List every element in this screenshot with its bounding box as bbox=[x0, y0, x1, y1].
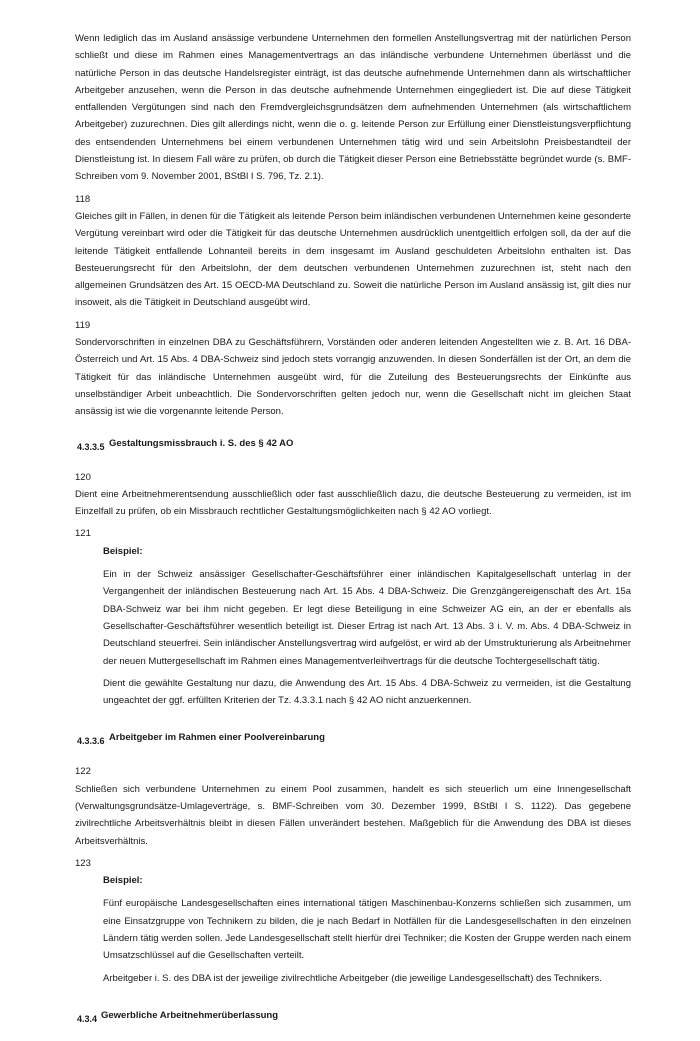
section-heading-434 bbox=[75, 1007, 631, 1027]
example-label: Beispiel: bbox=[103, 875, 143, 887]
section-heading-4335 bbox=[75, 435, 631, 455]
section-number: 4.3.3.5 bbox=[77, 441, 105, 452]
paragraph-120: Dient eine Arbeitnehmerentsendung ausschließlich oder fast ausschließlich dazu, die deutsche Besteuerung zu vermeiden, ist im Einzelfall zu prüfen, ob ein Missbrauch rechtlicher Gestaltungsmöglichkeiten nach § 42 AO vorliegt. bbox=[75, 488, 631, 518]
paragraph-number-123: 123 bbox=[75, 857, 91, 869]
example-text: Ein in der Schweiz ansässiger Gesellschafter-Geschäftsführer einer inländischen Kapitalgesellschaft unterlag in der Vergangenheit der inländischen Besteuerung nach Art. 15 Abs. 4 DBA-Schweiz. Die Grenzgängereigenschaft des Art. 15a DBA-Schweiz war bei ihm nicht gegeben. Er legt diese Beteiligung in eine Schweizer AG ein, an der er ebenfalls als Gesellschafter-Geschäftsführer wesentlich beteiligt ist. Dieser Ertrag ist nach Art. 13 Abs. 3 i. V. m. Abs. 4 DBA-Schweiz in Deutschland steuerfrei. Sein inländischer Anstellungsvertrag wird aufgelöst, er wird ab der Umstrukturierung als Arbeitnehmer der neuen Muttergesellschaft im Rahmen eines Managementverleihvertrags für die deutsche Tochtergesellschaft tätig. bbox=[103, 569, 631, 667]
paragraph-number-120: 120 bbox=[75, 471, 91, 483]
document-page bbox=[75, 30, 631, 1041]
example-block-123 bbox=[103, 872, 631, 987]
paragraph-number-122: 122 bbox=[75, 766, 91, 778]
paragraph-122: Schließen sich verbundene Unternehmen zu einem Pool zusammen, handelt es sich steuerlich um eine Innengesellschaft (Verwaltungsgrundsätze-Umlageverträge, s. BMF-Schreiben vom 30. Dezember 1999, BStBl I S. 1122). Das gegebene zivilrechtliche Arbeitsverhältnis bleibt in diesen Fällen unverändert bestehen. Maßgeblich für die Anwendung des DBA ist dieses Arbeitsverhältnis. bbox=[75, 783, 631, 847]
example-label: Beispiel: bbox=[103, 545, 143, 557]
paragraph-number-121: 121 bbox=[75, 528, 91, 540]
section-number: 4.3.4 bbox=[77, 1013, 98, 1024]
paragraph-number-119: 119 bbox=[75, 319, 91, 331]
example-text: Fünf europäische Landesgesellschaften eines international tätigen Maschinenbau-Konzerns schließen sich zusammen, um eine Einsatzgruppe von Technikern zu bilden, die je nach Bedarf in Notfällen für die Landesgesellschaften in den einzelnen Ländern tätig werden sollen. Jede Landesgesellschaft stellt hierfür drei Techniker; die Kosten der Gruppe werden nach einem Umsatzschlüssel auf die Gesellschaften verteilt. bbox=[103, 898, 631, 962]
example-conclusion: Dient die gewählte Gestaltung nur dazu, die Anwendung des Art. 15 Abs. 4 DBA-Schweiz zu vermeiden, ist die Gestaltung ungeachtet der ggf. erfüllten Kriterien der Tz. 4.3.3.1 nach § 42 AO nicht anzuerkennen. bbox=[103, 677, 631, 707]
intro-paragraph: Wenn lediglich das im Ausland ansässige verbundene Unternehmen den formellen Anstellungsvertrag mit der natürlichen Person schließt und diese im Rahmen eines Managementvertrags an das inländische verbundene Unternehmen überlässt und die natürliche Person in das deutsche Handelsregister einträgt, ist das deutsche aufnehmende Unternehmen dann als wirtschaftlicher Arbeitgeber anzusehen, wenn die Person in das deutsche aufnehmende Unternehmen eingegliedert ist. Die auf diese Tätigkeit entfallenden Vergütungen sind nach den Fremdvergleichsgrundsätzen dem aufnehmenden Unternehmen (als wirtschaftlichem Arbeitgeber) zuzurechnen. Dies gilt allerdings nicht, wenn die o. g. leitende Person zur Erfüllung einer Dienstleistungsverpflichtung des entsendenden Unternehmens bei einem verbundenen Unternehmen tätig wird und sein Arbeitslohn Preisbestandteil der Dienstleistung ist. In diesem Fall wäre zu prüfen, ob durch die Tätigkeit dieser Person eine Betriebsstätte begründet wurde (s. BMF-Schreiben vom 9. November 2001, BStBl I S. 796, Tz. 2.1). bbox=[75, 33, 631, 183]
example-block-121 bbox=[103, 543, 631, 710]
paragraph-number-118: 118 bbox=[75, 193, 91, 205]
paragraph-119: Sondervorschriften in einzelnen DBA zu Geschäftsführern, Vorständen oder anderen leitenden Angestellten wie z. B. Art. 16 DBA-Österreich und Art. 15 Abs. 4 DBA-Schweiz sind jedoch stets vorrangig anzuwenden. In diesen Sonderfällen ist der Ort, an dem die Tätigkeit für das inländische Unternehmen ausgeübt wird, für die Zuteilung des Besteuerungsrechts der Einkünfte aus unselbständiger Arbeit unbeachtlich. Die Sondervorschriften gelten jedoch nur, wenn die Gesellschaft nicht im gleichen Staat ansässig ist wie die vorgenannte leitende Person. bbox=[75, 337, 631, 418]
example-conclusion: Arbeitgeber i. S. des DBA ist der jeweilige zivilrechtliche Arbeitgeber (die jeweilige Landesgesellschaft) des Technikers. bbox=[103, 972, 602, 984]
section-title: Arbeitgeber im Rahmen einer Poolvereinbarung bbox=[109, 732, 325, 744]
section-heading-4336 bbox=[75, 729, 631, 749]
section-number: 4.3.3.6 bbox=[77, 736, 105, 747]
paragraph-118: Gleiches gilt in Fällen, in denen für die Tätigkeit als leitende Person beim inländischen verbundenen Unternehmen keine gesonderte Vergütung vereinbart wird oder die Tätigkeit für das deutsche Unternehmen ausdrücklich unentgeltlich erfolgen soll, da der auf die leitende Tätigkeit entfallende Lohnanteil bereits in dem insgesamt im Ausland geschuldeten Arbeitslohn enthalten ist. Das Besteuerungsrecht für den Arbeitslohn, der dem deutschen verbundenen Unternehmen zuzurechnen ist, steht nach den allgemeinen Grundsätzen des Art. 15 OECD-MA Deutschland zu. Soweit die natürliche Person im Ausland ansässig ist, gilt dies nur insoweit, als die Tätigkeit in Deutschland ausgeübt wird. bbox=[75, 210, 631, 309]
section-title: Gestaltungsmissbrauch i. S. des § 42 AO bbox=[109, 437, 294, 449]
section-title: Gewerbliche Arbeitnehmerüberlassung bbox=[101, 1009, 279, 1021]
